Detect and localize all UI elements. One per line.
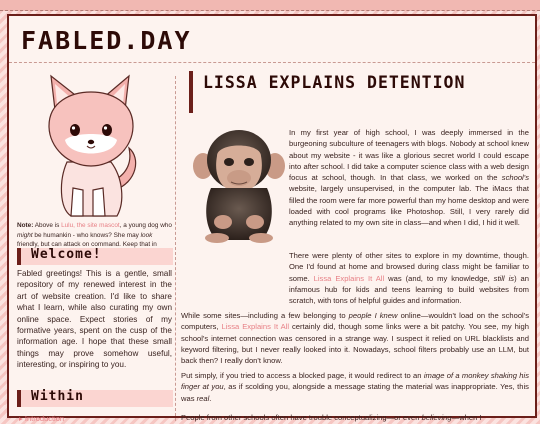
lissa-explains-link[interactable]: Lissa Explains It All (313, 273, 385, 283)
paragraph-text: There were plenty of other sites to explore in my downtime, though. One I'd found at home and browsed during class might be familiar to some. (289, 251, 529, 283)
monkey-photo (193, 126, 285, 244)
caption-emphasis: might (17, 231, 33, 239)
paragraph-emphasis: people I knew (348, 311, 398, 320)
fox-mascot-illustration (37, 70, 145, 220)
paragraph-text: In my first year of high school, I was deeply immersed in the burgeoning subculture of teenagers with blogs. Nobody at school knew about my website - it was like a glorious secret world I could escape into after school. I did take a computer science class with a web design focus at school, though. In that class, we worked on the (289, 128, 529, 183)
post-paragraph (181, 310, 529, 366)
welcome-text: Fabled greetings! This is a gentle, small repository of my renewed interest in the art of website creation. I'd like to share what I learn, while also curating my own online space. Expect stories of my formative years, spent on the cusp of the information age. I hope that these small things may prove somehow useful, interesting, or inspiring to you. (17, 269, 172, 370)
nav-bullet-icon: ▸ (19, 414, 25, 423)
paragraph-emphasis: school's (501, 173, 529, 183)
welcome-heading (17, 248, 173, 265)
lissa-explains-link[interactable]: Lissa Explains It All (221, 322, 290, 332)
column-divider (175, 76, 176, 421)
nav-item-introduction[interactable] (19, 414, 64, 423)
post-paragraph (289, 127, 529, 229)
site-header (9, 16, 535, 63)
caption-text: friendly, but can attack on command. Keep that in (17, 241, 157, 248)
nav-item-label: Introduction (24, 414, 65, 423)
paragraph-emphasis: image of a monkey shaking his finger at you (181, 371, 529, 392)
paragraph-text: . (209, 393, 212, 403)
paragraph-emphasis: real (196, 393, 210, 403)
page-frame (7, 14, 537, 423)
post-title-text: LISSA EXPLAINS DETENTION (203, 73, 466, 92)
paragraph-text: online—wouldn't load on the school's computers, (181, 311, 529, 332)
paragraph-text: , as if scolding you, alongside a message stating the material was inappropriate. Yes, this was (181, 382, 529, 403)
paragraph-text: While some sites—including a few belonging to (181, 311, 349, 320)
paragraph-text: People from other schools often have trouble conceptualizing—or even (181, 413, 422, 422)
paragraph-text: ) an infamous hub for kids and teens learning to build websites from scratch, with tons of helpful guides and information. (289, 273, 529, 306)
sidebar (17, 64, 172, 424)
caption-text: be humankin - who knows? She may (32, 231, 141, 239)
post-paragraph (181, 370, 529, 404)
mascot-link[interactable]: Lulu, the site mascot (61, 222, 120, 229)
caption-text: Above is (33, 222, 62, 229)
post-paragraph (181, 412, 529, 423)
site-title[interactable]: FABLED.DAY (21, 26, 192, 55)
paragraph-emphasis: believing (421, 413, 452, 422)
within-heading-text: Within (31, 389, 84, 404)
paragraph-text: website, largely unsupervised, in the computer lab. The iMacs that filled the room were far more powerful than my home desktop and were loaded with cool programs like Photoshop. Still, I very rarely did anything related to my own site in class—and when I did, I hid it well. (289, 184, 529, 228)
within-heading (17, 390, 173, 407)
paragraph-text: certainly did, though some links were a bit patchy. You see, my high school's internet connection was censored in a strange way. I suspect it relied on URL blacklists and keyword filtering, but I never really looked into it. Nowadays, school filters probably use an LLM, but back then? I really don't know. (181, 322, 529, 366)
caption-note-label: Note: (17, 222, 34, 229)
top-stripe-bar (0, 0, 540, 11)
main-content (179, 64, 529, 424)
post-paragraph (289, 250, 529, 306)
paragraph-text: Put simply, if you tried to access a blocked page, it would redirect to an (181, 371, 424, 380)
paragraph-emphasis: still is (493, 273, 515, 283)
paragraph-text: —when I (451, 413, 482, 422)
paragraph-text: was (and, to my knowledge, (384, 273, 494, 283)
welcome-heading-text: Welcome! (31, 247, 102, 262)
caption-emphasis: look (140, 231, 153, 239)
caption-text: , a young dog who (119, 222, 172, 229)
post-title (189, 71, 523, 113)
